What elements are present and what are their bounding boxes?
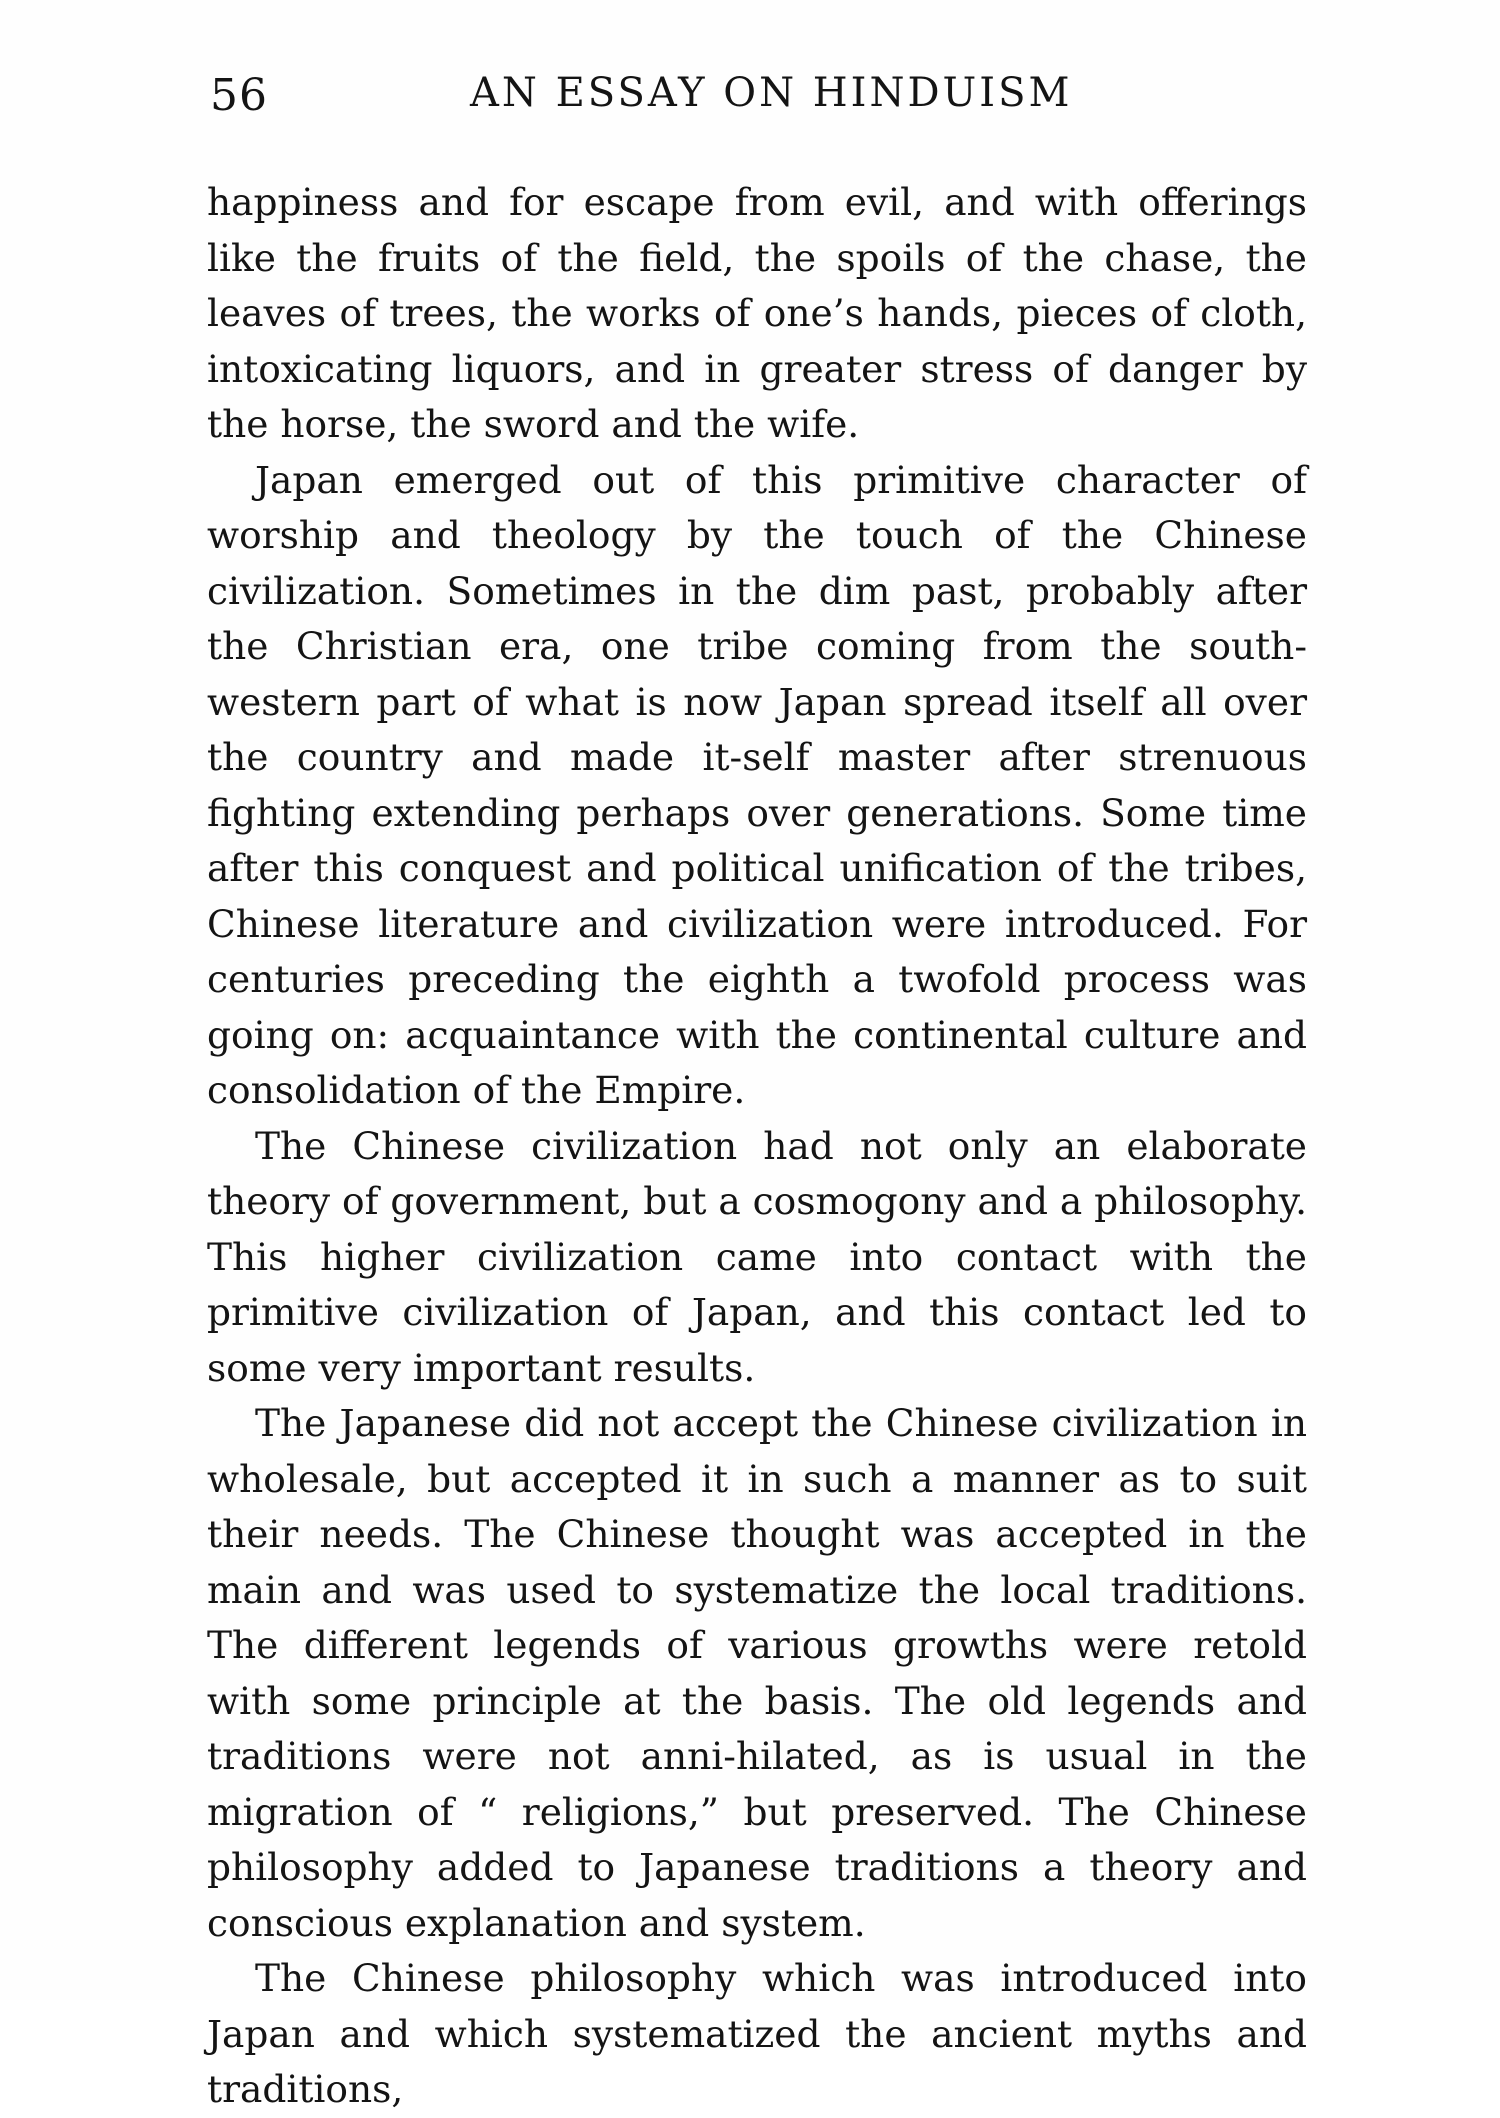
page-number: 56	[210, 70, 268, 121]
paragraph-5: The Chinese philosophy which was introduced into Japan and which systematized the ancient myths and traditions,	[207, 1956, 1307, 2111]
paragraph-1: happiness and for escape from evil, and with offerings like the fruits of the field, the spoils of the chase, the leaves of trees, the works of one’s hands, pieces of cloth, intoxicating liquors, and in greater stress of danger by the horse, the sword and the wife.	[207, 180, 1307, 446]
paragraph-2: Japan emerged out of this primitive character of worship and theology by the touch of the Chinese civilization. Sometimes in the dim past, probably after the Christian era, one tribe coming from the south-western part of what is now Japan spread itself all over the country and made it-self master after strenuous fighting extending perhaps over generations. Some time after this conquest and political unification of the tribes, Chinese literature and civilization were introduced. For centuries preceding the eighth a twofold process was going on: acquaintance with the continental culture and consolidation of the Empire.	[207, 457, 1307, 1112]
paragraph-3: The Chinese civilization had not only an elaborate theory of government, but a cosmogony and a philosophy. This higher civilization came into contact with the primitive civilization of Japan, and this contact led to some very important results.	[207, 1123, 1308, 1390]
body-text	[207, 175, 1307, 2118]
paragraph-4: The Japanese did not accept the Chinese civilization in wholesale, but accepted it in such a manner as to suit their needs. The Chinese thought was accepted in the main and was used to systematize the local traditions. The different legends of various growths were retold with some principle at the basis. The old legends and traditions were not anni-hilated, as is usual in the migration of “ religions,” but preserved. The Chinese philosophy added to Japanese traditions a theory and conscious explanation and system.	[207, 1401, 1307, 1945]
running-title: AN ESSAY ON HINDUISM	[470, 70, 1073, 116]
